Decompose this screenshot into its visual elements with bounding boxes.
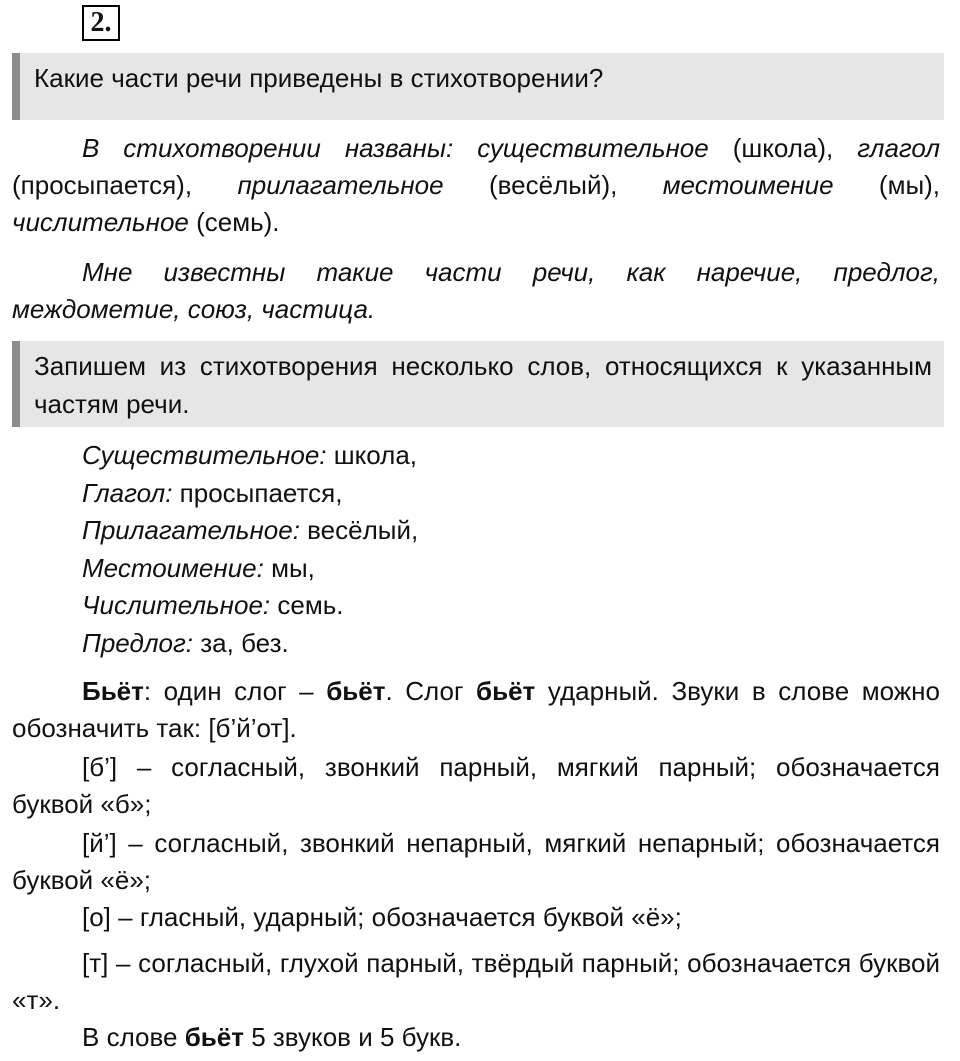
analysis-text-c: ударный. Звуки в слове можно обозначить так: [б’й’от].: [12, 676, 940, 743]
list-item-label: Местоимение:: [82, 552, 264, 583]
question-box-1: [12, 53, 944, 120]
adjective-example: (весёлый),: [488, 170, 618, 200]
list-item: [82, 625, 418, 663]
list-item-words: школа,: [333, 440, 418, 470]
list-item-words: за, без.: [200, 627, 289, 658]
answer-parts-of-speech: [12, 130, 940, 241]
verb-example: (просыпается),: [12, 170, 193, 200]
question-box-2: [12, 341, 944, 427]
list-item: [82, 550, 418, 588]
known-parts-paragraph: [12, 254, 940, 328]
sound-t-description: [т] – согласный, глухой парный, твёрдый парный; обозначается буквой «т».: [12, 948, 940, 1015]
numeral-example: (семь).: [196, 207, 280, 237]
final-sentence: [12, 1019, 940, 1056]
final-text-b: 5 звуков и 5 букв.: [251, 1022, 462, 1052]
list-item-words: просыпается,: [179, 477, 343, 508]
known-parts-text: Мне известны такие части речи, как наречие, предлог, междометие, союз, частица.: [12, 257, 940, 324]
final-word-bold: бьёт: [184, 1022, 244, 1052]
parts-of-speech-list: [82, 437, 418, 662]
list-item-label: Предлог:: [82, 627, 194, 658]
analysis-intro: [12, 673, 940, 747]
list-item: [82, 475, 418, 513]
numeral-term: числительное: [12, 207, 189, 237]
list-item-label: Глагол:: [82, 477, 173, 508]
sound-o-description: [о] – гласный, ударный; обозначается буквой «ё»;: [82, 902, 682, 932]
answer-intro: В стихотворении названы:: [82, 133, 454, 163]
noun-term: существительное: [477, 133, 709, 163]
list-item: [82, 587, 418, 625]
list-item-words: мы,: [271, 552, 315, 583]
question-2-text: Запишем из стихотворения несколько слов, относящихся к указанным частям речи.: [34, 351, 932, 419]
list-item-label: Прилагательное:: [82, 515, 300, 545]
list-item-words: семь.: [277, 590, 344, 620]
analysis-text-a: : один слог –: [143, 676, 314, 706]
verb-term: глагол: [857, 133, 940, 163]
list-item: [82, 512, 418, 550]
list-item-label: Существительное:: [82, 440, 327, 470]
question-1-text: Какие части речи приведены в стихотворении?: [34, 63, 604, 93]
analysis-word: Бьёт: [82, 676, 144, 706]
analysis-text-b: . Слог: [385, 676, 464, 706]
analysis-word-bold: бьёт: [326, 676, 386, 706]
list-item: [82, 437, 418, 475]
list-item-label: Числительное:: [82, 590, 271, 620]
noun-example: (школа),: [732, 133, 834, 163]
final-text-a: В слове: [82, 1022, 178, 1052]
task-number: 2.: [82, 5, 120, 41]
adjective-term: прилагательное: [237, 170, 444, 200]
sound-b-description: [б’] – согласный, звонкий парный, мягкий парный; обозначается буквой «б»;: [12, 752, 940, 819]
sound-j-description: [й’] – согласный, звонкий непарный, мягкий непарный; обозначается буквой «ё»;: [12, 828, 940, 895]
pronoun-term: местоимение: [662, 170, 834, 200]
list-item-words: весёлый,: [307, 515, 419, 545]
pronoun-example: (мы),: [878, 170, 941, 200]
analysis-word-bold: бьёт: [476, 676, 536, 706]
